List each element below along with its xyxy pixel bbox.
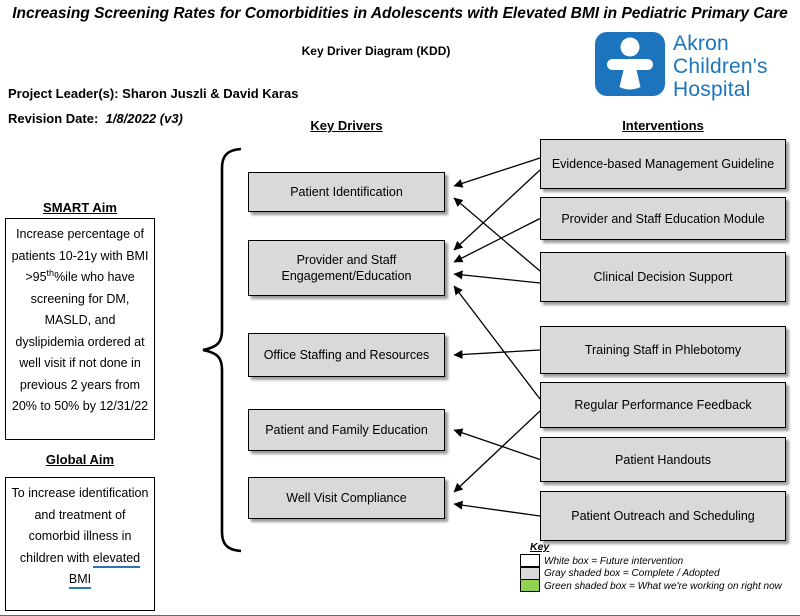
legend-title: Key [530, 541, 550, 553]
connection-line [454, 411, 540, 492]
logo-line-3: Hospital [673, 78, 751, 101]
driver-label: Provider and Staff Engagement/Education [281, 253, 412, 283]
legend-item-gray [520, 568, 782, 581]
connection-line [454, 350, 540, 355]
intervention-box-4 [540, 382, 786, 428]
revision-date [8, 111, 183, 126]
smart-aim-label: SMART Aim [43, 200, 117, 215]
hospital-logo-text [673, 32, 768, 101]
revision-date-label: Revision Date: [8, 111, 99, 126]
logo-line-2: Children's [673, 55, 768, 78]
intervention-label: Patient Handouts [615, 452, 711, 467]
legend-swatch-green [520, 579, 540, 592]
driver-box-1 [248, 240, 445, 296]
intervention-box-3 [540, 326, 786, 374]
connection-line [454, 158, 540, 186]
driver-box-0 [248, 172, 445, 212]
key-drivers-header: Key Drivers [310, 118, 383, 133]
legend-swatch-gray [520, 567, 540, 580]
global-aim-label: Global Aim [45, 452, 115, 467]
intervention-box-5 [540, 437, 786, 482]
intervention-label: Patient Outreach and Scheduling [571, 509, 755, 523]
intervention-box-0 [540, 139, 786, 189]
legend-text: Green shaded box = What we're working on right now [544, 580, 782, 592]
driver-label: Patient Identification [290, 185, 403, 199]
legend [520, 541, 782, 593]
hospital-logo [595, 32, 768, 101]
smart-aim-text: Increase percentage of patients 10-21y with BMI >95th%ile who have screening for DM, MASLD, and dyslipidemia ordered at well visit if not done in previous 2 years from 20% to 50% by 12/31/22 [11, 227, 149, 413]
connection-line [454, 286, 540, 399]
legend-swatch-white [520, 554, 540, 567]
intervention-box-6 [540, 491, 786, 541]
connection-line [454, 430, 540, 460]
intervention-box-2 [540, 252, 786, 302]
interventions-header: Interventions [622, 118, 704, 133]
intervention-label: Training Staff in Phlebotomy [584, 343, 742, 357]
smart-aim-brace [203, 149, 241, 551]
hospital-logo-icon [595, 32, 665, 101]
page-subtitle: Key Driver Diagram (KDD) [301, 44, 451, 58]
revision-date-value: 1/8/2022 (v3) [105, 111, 183, 126]
driver-box-3 [248, 409, 445, 451]
global-aim-box [5, 477, 155, 611]
project-leaders: Project Leader(s): Sharon Juszli & David Karas [8, 86, 299, 101]
smart-aim-box [5, 218, 155, 440]
intervention-label: Regular Performance Feedback [574, 398, 752, 412]
legend-text: White box = Future intervention [544, 555, 684, 567]
global-aim-text: To increase identification and treatment of comorbid illness in children with elevated BMI [12, 486, 149, 589]
connection-line [454, 219, 540, 263]
driver-box-4 [248, 477, 445, 519]
logo-line-1: Akron [673, 32, 729, 55]
connection-lines [454, 158, 540, 516]
driver-label: Patient and Family Education [265, 423, 428, 437]
legend-item-white [520, 555, 782, 568]
connection-line [454, 274, 540, 283]
intervention-label: Clinical Decision Support [593, 270, 733, 284]
legend-item-green [520, 580, 782, 593]
page-title: Increasing Screening Rates for Comorbidities in Adolescents with Elevated BMI in Pediatric Primary Care [12, 5, 788, 22]
connection-line [454, 170, 540, 250]
driver-label: Well Visit Compliance [286, 491, 407, 505]
connection-line [454, 198, 540, 271]
intervention-box-1 [540, 197, 786, 240]
connection-line [454, 504, 540, 516]
driver-box-2 [248, 333, 445, 377]
intervention-label: Provider and Staff Education Module [561, 211, 765, 226]
legend-text: Gray shaded box = Complete / Adopted [544, 568, 720, 580]
intervention-label: Evidence-based Management Guideline [551, 157, 775, 171]
driver-label: Office Staffing and Resources [263, 348, 430, 362]
